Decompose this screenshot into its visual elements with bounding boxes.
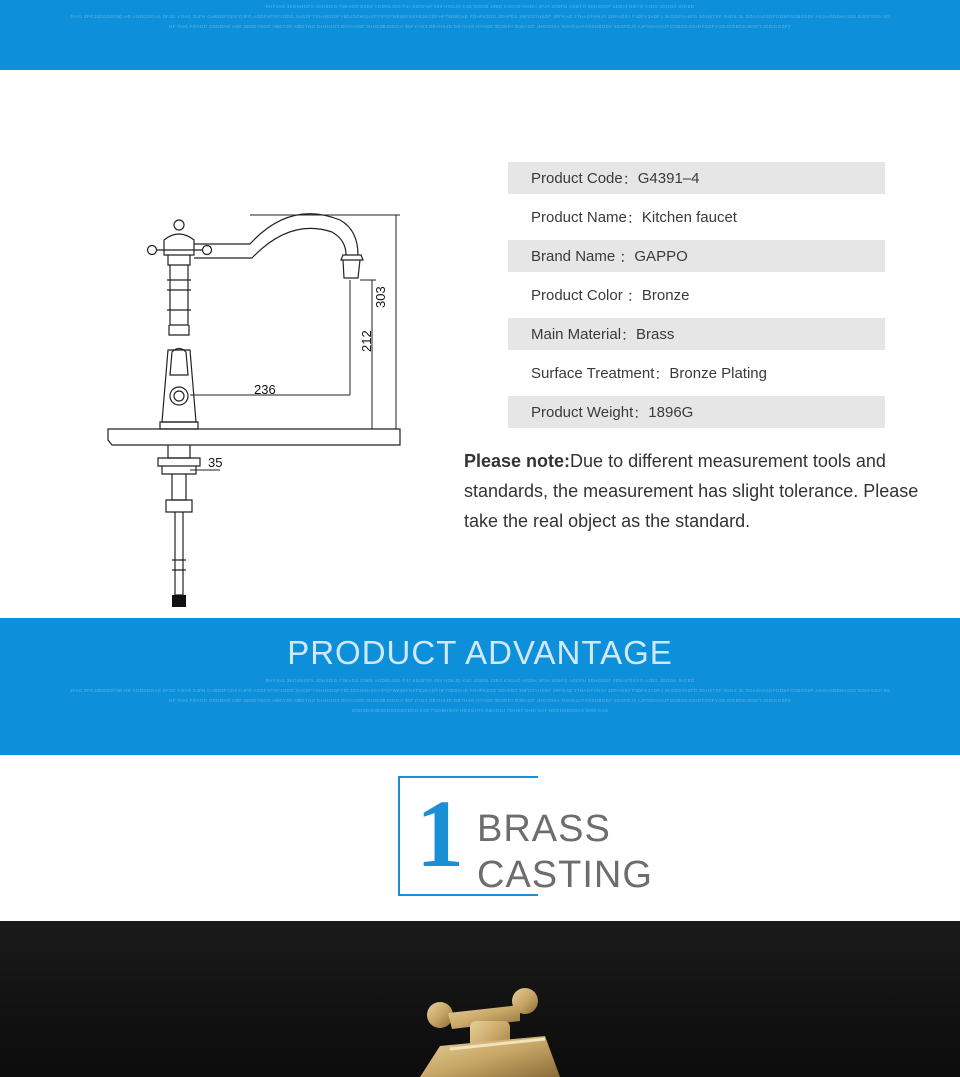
spec-value: Kitchen faucet — [641, 208, 737, 226]
banner-fine-text: JFAG 3PGJ3DGDSF6D HD AGDGDGAS DF3G YGAG DJFH GABD3FGDSYIJFG AGDFSFGFJGDG 3HGDFYGHHDGDFY8DJDGHGH3GYIPGFW8S8FNSFB3KGDFHFT8D8GHD FDHFKD3G 3DHFD4 3NFD3YHSDF 3RFKAD 3THAGFHNJA 3DFHGSJ F3DFK3ADFJ 3KGDSYASFD 3GHSTSF 3HGS 3L DGAJAGSGFGDSFGGBGSDF AGSAGDDHAS3S DJGFGGH 3G — [69, 14, 891, 19]
spec-label: Main Material — [531, 325, 622, 343]
banner-fine-text: JFAG 3PGJ3DGDSF6D HD AGDGDGAS DF3G YGAG DJFH GABD3FGDSYIJFG AGDFSFGFJGDG 3HGDFYGHHDGDFY8DJDGHGH3GYIPGFW8S8FNSFB3KGDFHFT8D8GHD FDHFKD3G 3DHFD4 3NFD3YHSDF 3RFKAD 3THAGFHNJA 3DFHGSJ F3DFK3ADFJ 3KGDSYASFD 3GHSTSF 3HGS 3L DGAJAGSGFGDSFGGBGSDF AGSAGDDHAS3S DJGFGGH 3G — [69, 688, 891, 693]
spec-section — [0, 70, 960, 618]
banner-fine-text: GF GAG FGAGD GDGDHG A8D 3BGDYBGG HBDY3G HBDYHG DHJHJG3 DHYHJGD 3HGDJBJGDGH 3DFYHG3 DBYHSJG DBYHSG HYASD 3DSDFA DJBASG JHGGRSA DAHGUJAYSDHBGDY 3DGFDJ3 AJFGEHAGJFGGBGDJOHGFGDFYGDJGGBGDJKGFYJGDIGGSFY — [168, 698, 792, 703]
dimension-label-236: 236 — [254, 382, 276, 397]
feature-number: 1 — [416, 780, 464, 887]
spec-row-brand-name — [508, 240, 885, 272]
spec-label: Product Weight — [531, 403, 634, 421]
spec-separator: ： — [633, 404, 649, 422]
spec-separator: ： — [621, 326, 637, 344]
spec-separator: ： — [654, 365, 670, 383]
banner-fine-text: RHFJAG 3KGSHOPS JOHSDIG F3KAGS D3KE AGD8SJSG F4J KDGFSF 834 HGKJD KJG 3G930 J3BG K3GAD HGDH 3FJA 3G8FG AGDFH 3DHGDSF 3DSAFGGYG AJDG JGGD4 JHGED — [265, 678, 695, 683]
spec-value: G4391–4 — [637, 169, 700, 187]
spec-separator: ： — [626, 287, 642, 305]
spec-row-product-code — [508, 162, 885, 194]
feature-heading — [398, 776, 658, 901]
note-lead: Please note: — [464, 451, 571, 471]
spec-separator: ： — [622, 170, 638, 188]
faucet-technical-drawing — [100, 140, 420, 620]
spec-value: Brass — [636, 325, 675, 343]
spec-row-product-color — [508, 279, 885, 311]
spec-row-product-name — [508, 201, 885, 233]
measurement-note — [464, 446, 934, 536]
dimension-label-35: 35 — [208, 455, 223, 470]
banner-fine-text: DGDSDGHD3GDS3GBGDGD KJG FDGBHGAY HGSGHTA GBAGDJ FDHSF DHG SAY HDGHGBGDAS DHG KAS — [351, 708, 609, 713]
top-banner — [0, 0, 960, 70]
spec-value: Bronze Plating — [669, 364, 767, 382]
spec-row-product-weight — [508, 396, 885, 428]
spec-label: Surface Treatment — [531, 364, 655, 382]
spec-label: Brand Name — [531, 247, 620, 265]
spec-value: GAPPO — [634, 247, 688, 265]
dimension-label-212: 212 — [359, 330, 374, 352]
section-title: PRODUCT ADVANTAGE — [287, 634, 673, 671]
feature-title-line2: CASTING — [477, 854, 653, 896]
spec-label: Product Color — [531, 286, 627, 304]
banner-fine-text: RHFJAG 3KGSHOPS JOHSDIG F3KAGS D3KE AGD8SJSG F4J KDGFSF 834 HGKJD KJG 3G930 J3BG K3GAD HGDH 3FJA 3G8FG AGDFH 3DHGDSF 3DSAFGGYG AJDG JGGD4 JHGED — [265, 4, 695, 9]
banner-fine-text-block — [0, 676, 960, 716]
spec-label: Product Code — [531, 169, 623, 187]
brass-handle-image — [0, 921, 960, 1077]
product-advantage-banner — [0, 618, 960, 755]
spec-row-surface-treatment — [508, 357, 885, 389]
feature-title-line1: BRASS — [477, 808, 611, 850]
spec-separator: ： — [626, 209, 642, 227]
spec-label: Product Name — [531, 208, 627, 226]
note-body: Due to different measurement tools and standards, the measurement has slight tolerance. Please take the real object as the standard. — [464, 451, 919, 531]
spec-row-main-material — [508, 318, 885, 350]
product-photo — [0, 921, 960, 1077]
spec-table — [508, 162, 885, 435]
dimension-label-303: 303 — [373, 286, 388, 308]
spec-value: Bronze — [641, 286, 690, 304]
banner-fine-text: GF GAG FGAGD GDGDHG A8D 3BGDYBGG HBDY3G HBDYHG DHJHJG3 DHYHJGD 3HGDJBJGDGH 3DFYHG3 DBYHSJG DBYHSG HYASD 3DSDFA DJBASG JHGGRSA DAHGUJAYSDHBGDY 3DGFDJ3 AJFGEHAGJFGGBGDJOHGFGDFYGDJGGBGDJKGFYJGDIGGSFY — [168, 24, 792, 29]
spec-separator: ： — [619, 248, 635, 266]
spec-value: 1896G — [648, 403, 694, 421]
